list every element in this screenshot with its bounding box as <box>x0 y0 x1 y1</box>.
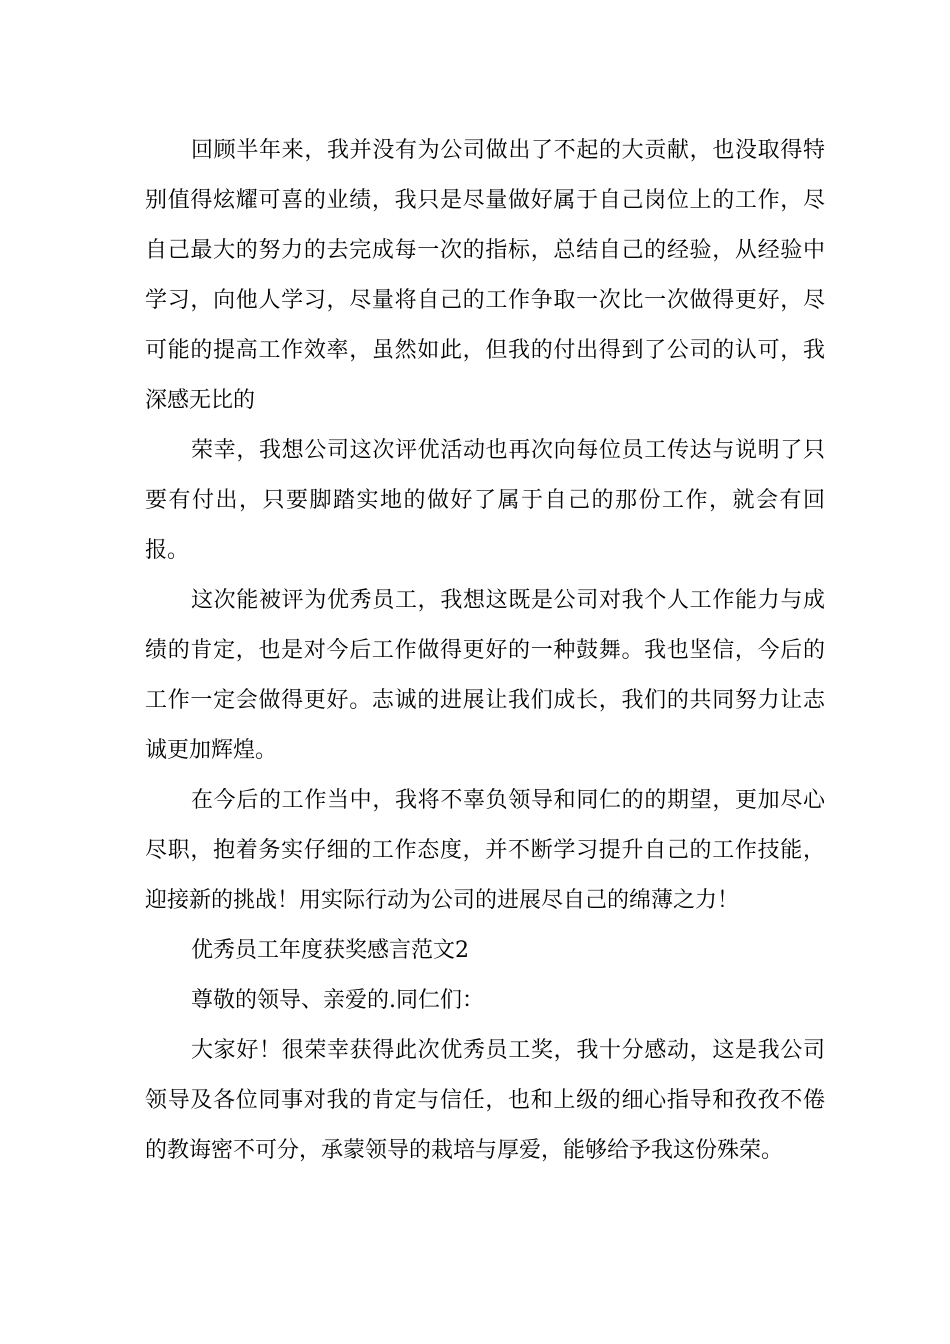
paragraph-future: 在今后的工作当中，我将不辜负领导和同仁的的期望，更加尽心尽职，抱着务实仔细的工作态度，并不断学习提升自己的工作技能，迎接新的挑战！用实际行动为公司的进展尽自己的绵薄之力！ <box>145 788 825 913</box>
section-heading: 优秀员工年度获奖感言范文2 <box>191 938 469 963</box>
paragraph-review: 回顾半年来，我并没有为公司做出了不起的大贡献，也没取得特别值得炫耀可喜的业绩，我只是尽量做好属于自己岗位上的工作，尽自己最大的努力的去完成每一次的指标，总结自己的经验，从经验中学习，向他人学习，尽量将自己的工作争取一次比一次做得更好，尽可能的提高工作效率，虽然如此，但我的付出得到了公司的认可，我深感无比的 <box>145 138 825 413</box>
salutation: 尊敬的领导、亲爱的.同仁们： <box>191 988 484 1013</box>
document-body <box>145 126 825 1176</box>
paragraph-honor: 荣幸，我想公司这次评优活动也再次向每位员工传达与说明了只要有付出，只要脚踏实地的做好了属于自己的那份工作，就会有回报。 <box>145 438 825 563</box>
paragraph-greeting: 大家好！很荣幸获得此次优秀员工奖，我十分感动，这是我公司领导及各位同事对我的肯定与信任，也和上级的细心指导和孜孜不倦的教诲密不可分，承蒙领导的栽培与厚爱，能够给予我这份殊荣。 <box>145 1038 825 1163</box>
paragraph-award: 这次能被评为优秀员工，我想这既是公司对我个人工作能力与成绩的肯定，也是对今后工作做得更好的一种鼓舞。我也坚信，今后的工作一定会做得更好。志诚的进展让我们成长，我们的共同努力让志诚更加辉煌。 <box>145 588 825 763</box>
